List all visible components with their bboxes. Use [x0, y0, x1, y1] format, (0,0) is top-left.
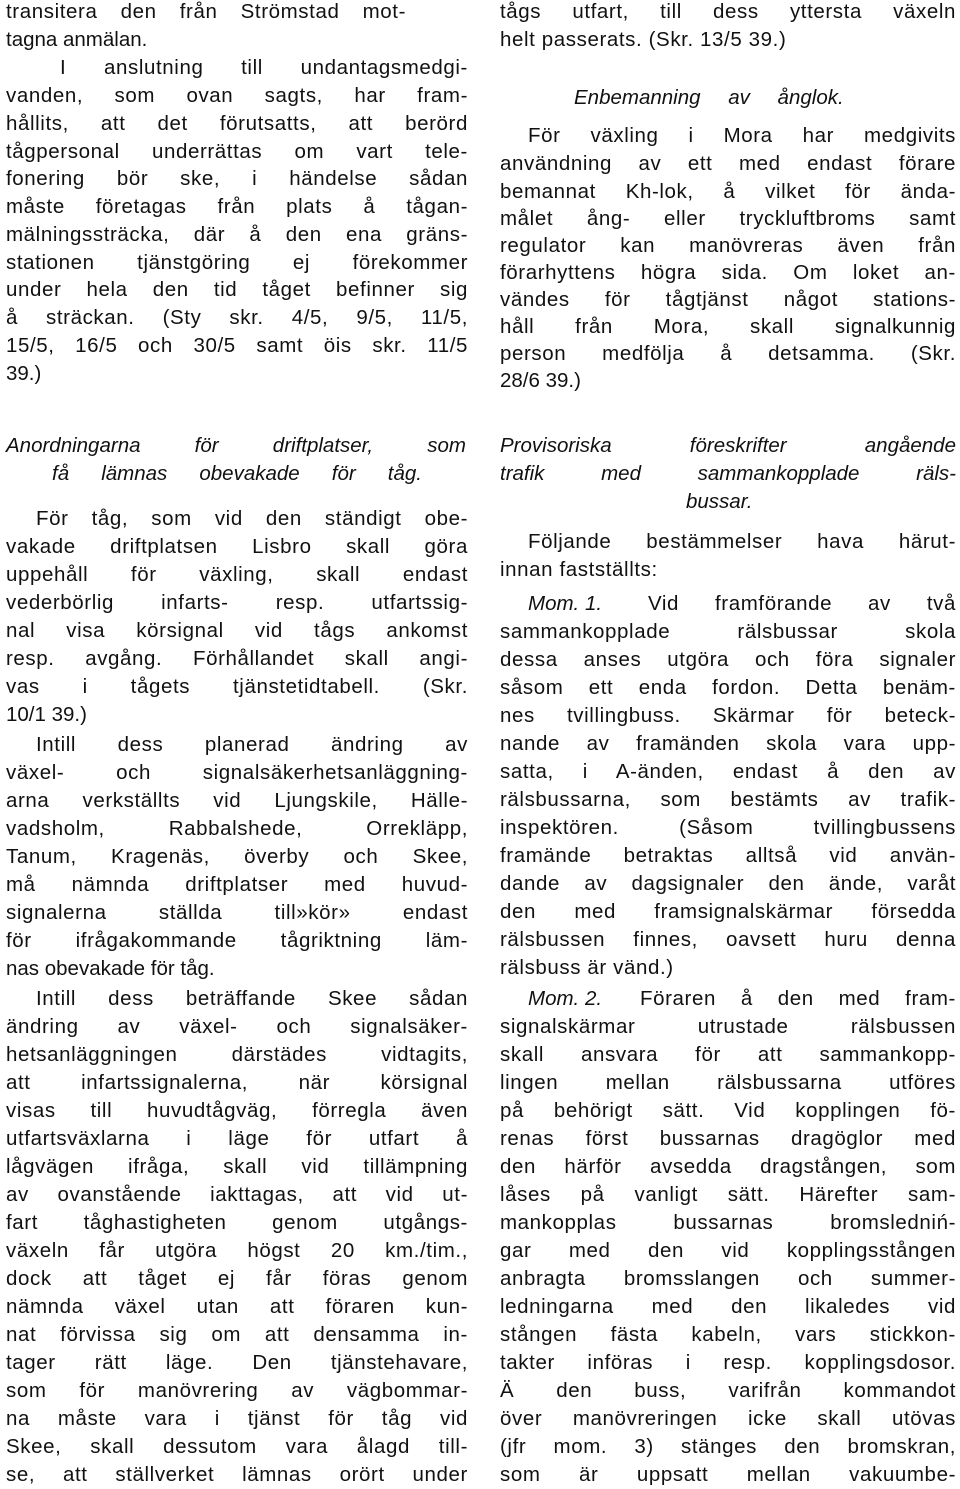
text-line: dessa anses utgöra och föra signaler [500, 648, 956, 671]
text-line: Intill dess beträffande Skee sådan [36, 987, 468, 1010]
text-line: Vid framförande av två [648, 592, 956, 615]
text-line: som är uppsatt mellan vakuumbe- [500, 1463, 956, 1486]
text-line: takter införas i resp. kopplingsdosor. [500, 1351, 956, 1374]
text-line: växeln får utgöra högst 20 km./tim., [6, 1239, 468, 1262]
text-line: dande av dagsignaler den ände, varåt [500, 872, 956, 895]
text-line: såsom ett enda fordon. Detta benäm- [500, 676, 956, 699]
text-line: rälsbuss är vänd.) [500, 956, 674, 979]
text-line: målet ång- eller tryckluftbroms samt [500, 207, 956, 230]
text-line: gar med den vid kopplingsstången [500, 1239, 956, 1262]
text-line: förarhyttens högra sida. Om loket an- [500, 261, 956, 284]
text-line: användning av ett med endast förare [500, 152, 956, 175]
text-line: resp. avgång. Förhållandet skall angi- [6, 647, 468, 670]
text-line: av ovanstående iakttagas, att vid ut- [6, 1183, 468, 1206]
text-line: visas till huvudtågväg, förregla även [6, 1099, 468, 1122]
text-line: I anslutning till undantagsmedgi- [60, 56, 468, 79]
text-line: nat förvissa sig om att densamma in- [6, 1323, 468, 1346]
text-line: på behörigt sätt. Vid kopplingen fö- [500, 1099, 956, 1122]
text-line: 39.) [6, 362, 42, 385]
text-line: Skee, skall dessutom vara ålagd till- [6, 1435, 468, 1458]
text-line: låses på vanligt sätt. Härefter sam- [500, 1183, 956, 1206]
mom-label: Mom. 1. [528, 592, 603, 615]
section-heading: Anordningarna för driftplatser, som [6, 434, 466, 457]
section-heading: bussar. [686, 490, 753, 513]
text-line: nes tvillingbuss. Skärmar för beteck- [500, 704, 956, 727]
section-heading: Enbemanning av ånglok. [574, 86, 844, 109]
text-line: 10/1 39.) [6, 703, 87, 726]
text-line: Ä den buss, varifrån kommandot [500, 1379, 956, 1402]
text-line: se, att ställverket lämnas orört under [6, 1463, 468, 1486]
section-heading: Provisoriska föreskrifter angående [500, 434, 956, 457]
text-line: måste företagas från plats å tågan- [6, 195, 468, 218]
text-line: Tanum, Kragenäs, överby och Skee, [6, 845, 468, 868]
section-heading: få lämnas obevakade för tåg. [52, 462, 422, 485]
text-line: den härför avsedda dragstången, som [500, 1155, 956, 1178]
text-line: fart tåghastigheten genom utgångs- [6, 1211, 468, 1234]
text-line: utfartsväxlarna i läge för utfart å [6, 1127, 468, 1150]
text-line: må nämnda driftplatser med huvud- [6, 873, 468, 896]
text-line: Följande bestämmelser hava härut- [528, 530, 956, 553]
text-line: ändring av växel- och signalsäker- [6, 1015, 468, 1038]
text-line: lågvägen ifråga, skall vid tillämpning [6, 1155, 468, 1178]
text-line: 15/5, 16/5 och 30/5 samt öis skr. 11/5 [6, 334, 468, 357]
text-line: nal visa körsignal vid tågs ankomst [6, 619, 468, 642]
text-line: helt passerats. (Skr. 13/5 39.) [500, 28, 787, 51]
text-line: som för manövrering av vägbommar- [6, 1379, 468, 1402]
text-line: fonering bör ske, i händelse sådan [6, 167, 468, 190]
text-line: sammankopplade rälsbussar skola [500, 620, 956, 643]
text-line: vakade driftplatsen Lisbro skall göra [6, 535, 468, 558]
text-line: satta, i A-änden, endast å den av [500, 760, 956, 783]
text-line: att infartssignalerna, när körsignal [6, 1071, 468, 1094]
text-line: bemannat Kh-lok, å vilket för ända- [500, 180, 956, 203]
text-line: vanden, som ovan sagts, har fram- [6, 84, 468, 107]
text-line: regulator kan manövreras även från [500, 234, 956, 257]
text-line: inspektören. (Såsom tvillingbussens [500, 816, 956, 839]
text-line: framände betraktas alltså vid använ- [500, 844, 956, 867]
text-line: mankopplas bussarnas bromsledniń- [500, 1211, 956, 1234]
text-line: arna verkställts vid Ljungskile, Hälle- [6, 789, 468, 812]
text-line: tågpersonal underrättas om vart tele- [6, 140, 468, 163]
text-line: rälsbussen finnes, oavsett huru denna [500, 928, 956, 951]
text-line: 28/6 39.) [500, 369, 581, 392]
text-line: stången fästa kabeln, vars stickkon- [500, 1323, 956, 1346]
text-line: vadsholm, Rabbalshede, Orrekläpp, [6, 817, 468, 840]
text-line: na måste vara i tjänst för tåg vid [6, 1407, 468, 1430]
text-line: signalskärmar utrustade rälsbussen [500, 1015, 956, 1038]
text-line: transitera den från Strömstad mot- [6, 0, 406, 23]
text-line: dock att tåget ej får föras genom [6, 1267, 468, 1290]
text-line: lingen mellan rälsbussarna utföres [500, 1071, 956, 1094]
text-line: renas först bussarnas dragöglor med [500, 1127, 956, 1150]
text-line: under hela den tid tåget befinner sig [6, 278, 468, 301]
text-line: tågs utfart, till dess yttersta växeln [500, 0, 956, 23]
text-line: hetsanläggningen därstädes vidtagits, [6, 1043, 468, 1066]
text-line: stationen tjänstgöring ej förekommer [6, 251, 468, 274]
text-line: För växling i Mora har medgivits [528, 124, 956, 147]
text-line: uppehåll för växling, skall endast [6, 563, 468, 586]
text-line: vändes för tågtjänst något stations- [500, 288, 956, 311]
mom-label: Mom. 2. [528, 987, 603, 1010]
text-line: nämnda växel utan att föraren kun- [6, 1295, 468, 1318]
text-line: nas obevakade för tåg. [6, 957, 215, 980]
text-line: rälsbussarna, som bestämts av trafik- [500, 788, 956, 811]
text-line: person medfölja å detsamma. (Skr. [500, 342, 956, 365]
text-line: tager rätt läge. Den tjänstehavare, [6, 1351, 468, 1374]
text-line: nande av framänden skola vara upp- [500, 732, 956, 755]
text-line: växel- och signalsäkerhetsanläggning- [6, 761, 468, 784]
text-line: vas i tågets tjänstetidtabell. (Skr. [6, 675, 468, 698]
section-heading: trafik med sammankopplade räls- [500, 462, 956, 485]
text-line: skall ansvara för att sammankopp- [500, 1043, 956, 1066]
text-line: anbragta bromsslangen och summer- [500, 1267, 956, 1290]
text-line: för ifrågakommande tågriktning läm- [6, 929, 468, 952]
text-line: innan fastställts: [500, 558, 658, 581]
text-line: Intill dess planerad ändring av [36, 733, 468, 756]
text-line: vederbörlig infarts- resp. utfartssig- [6, 591, 468, 614]
text-line: mälningssträcka, där å den ena gräns- [6, 223, 468, 246]
text-line: (jfr mom. 3) stänges den bromskran, [500, 1435, 956, 1458]
text-line: Föraren å den med fram- [640, 987, 956, 1010]
text-line: den med framsignalskärmar försedda [500, 900, 956, 923]
text-line: signalerna ställda till»kör» endast [6, 901, 468, 924]
text-line: För tåg, som vid den ständigt obe- [36, 507, 468, 530]
text-line: håll från Mora, skall signalkunnig [500, 315, 956, 338]
text-line: å sträckan. (Sty skr. 4/5, 9/5, 11/5, [6, 306, 468, 329]
text-line: ledningarna med den likaledes vid [500, 1295, 956, 1318]
text-line: tagna anmälan. [6, 28, 148, 51]
text-line: hållits, att det förutsatts, att berörd [6, 112, 468, 135]
text-line: över manövreringen icke skall utövas [500, 1407, 956, 1430]
